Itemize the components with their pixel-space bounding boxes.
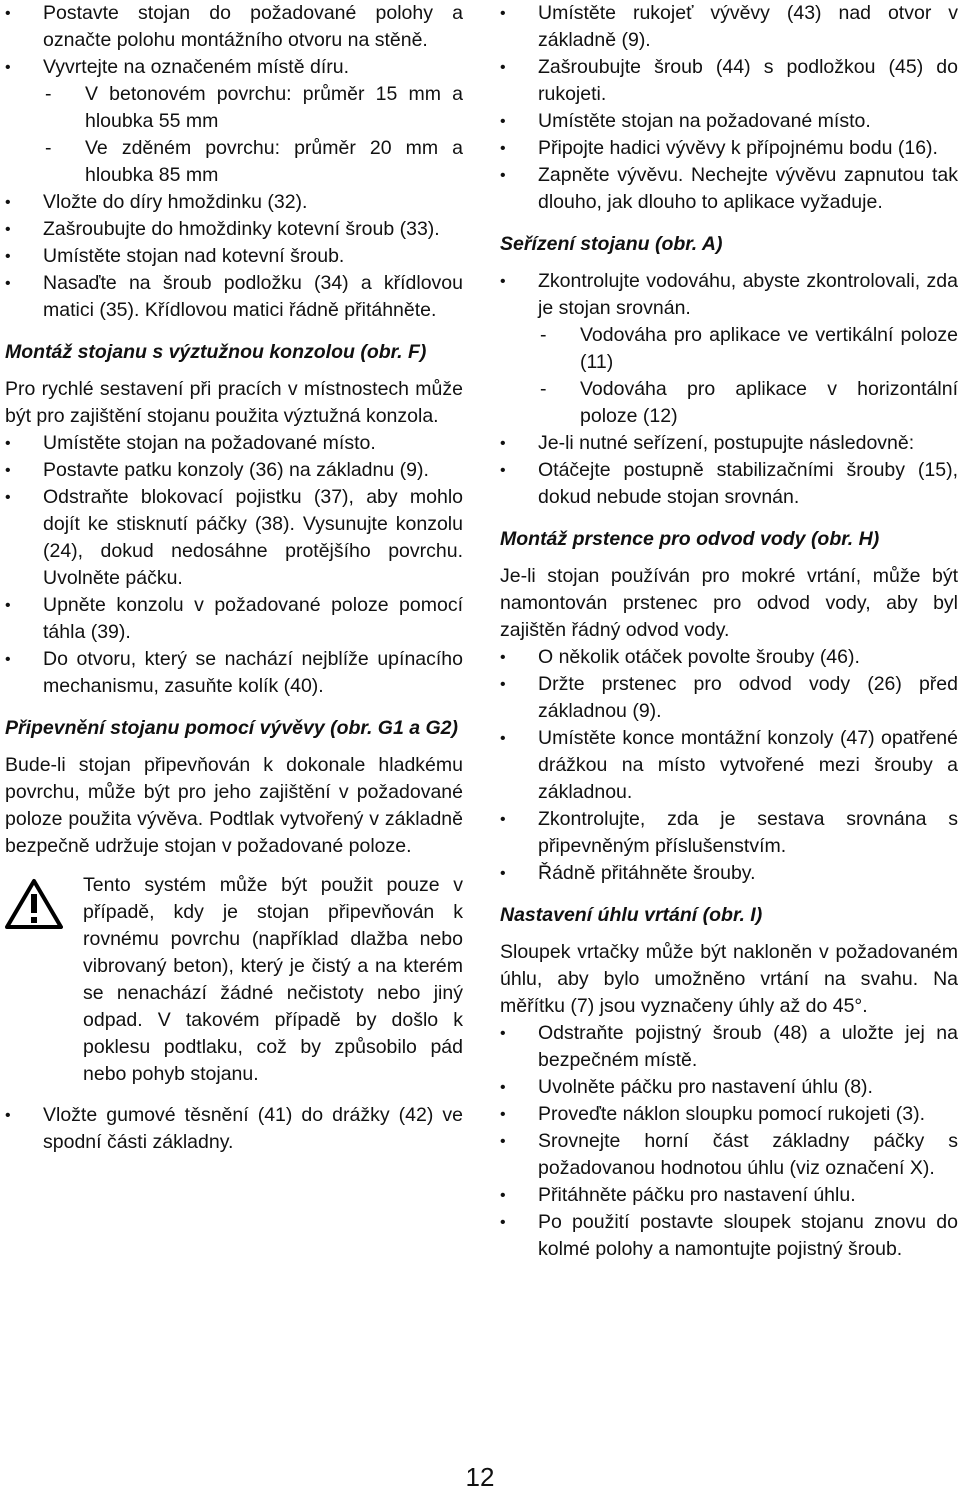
list-item: • Vložte gumové těsnění (41) do drážky (42) ve spodní části základny. <box>5 1102 463 1156</box>
sub-list-item: - Ve zděném povrchu: průměr 20 mm a hloubka 85 mm <box>5 135 463 189</box>
section-heading-angle: Nastavení úhlu vrtání (obr. I) <box>500 904 763 926</box>
page-number: 12 <box>465 1462 495 1492</box>
list-item: • Vložte do díry hmoždinku (32). <box>5 189 463 216</box>
list-item: • Umístěte stojan nad kotevní šroub. <box>5 243 463 270</box>
list-item: • Po použití postavte sloupek stojanu znovu do kolmé polohy a namontujte pojistný šroub. <box>500 1209 958 1263</box>
sub-list-item: - Vodováha pro aplikace v horizontální poloze (12) <box>500 376 958 430</box>
section-heading-vacuum: Připevnění stojanu pomocí vývěvy (obr. G1 a G2) <box>5 717 458 739</box>
list-item: • Umístěte stojan na požadované místo. <box>500 108 958 135</box>
list-item: • Zašroubujte šroub (44) s podložkou (45) do rukojeti. <box>500 54 958 108</box>
sub-list-item: - Vodováha pro aplikace ve vertikální poloze (11) <box>500 322 958 376</box>
list-item: • Do otvoru, který se nachází nejblíže upínacího mechanismu, zasuňte kolík (40). <box>5 646 463 700</box>
list-item: • Umístěte rukojeť vývěvy (43) nad otvor v základně (9). <box>500 0 958 54</box>
list-item: • Odstraňte blokovací pojistku (37), aby mohlo dojít ke stisknutí páčky (38). Vysunujte konzolu (24), dokud nedosáhne protějšího povrchu. Uvolněte páčku. <box>5 484 463 592</box>
list-item: • Umístěte stojan na požadované místo. <box>5 430 463 457</box>
warning-box <box>5 872 463 1088</box>
list-item: • Proveďte náklon sloupku pomocí rukojeti (3). <box>500 1101 958 1128</box>
paragraph-angle: Sloupek vrtačky může být nakloněn v požadovaném úhlu, aby bylo umožněno vrtání na svahu. Na měřítku (7) jsou vyznačeny úhly až do 45°. <box>500 941 958 1017</box>
section-heading-bracket: Montáž stojanu s výztužnou konzolou (obr. F) <box>5 341 427 363</box>
paragraph-vacuum: Bude-li stojan připevňován k dokonale hladkému povrchu, může být pro jeho zajištění v požadované poloze použita vývěva. Podtlak vytvořený v základně bezpečně udržuje stojan v požadované poloze. <box>5 754 463 857</box>
list-item: • Odstraňte pojistný šroub (48) a uložte jej na bezpečném místě. <box>500 1020 958 1074</box>
warning-text: Tento systém může být použit pouze v případě, kdy je stojan připevňován k rovnému povrchu (například dlažba nebo vibrovaný beton), který je čistý a na kterém se nenachází žádné nečistoty nebo jiný odpad. V takovém případě by došlo k poklesu podtlaku, což by způsobilo pád nebo pohyb stojanu. <box>83 874 463 1085</box>
list-item: • Přitáhněte páčku pro nastavení úhlu. <box>500 1182 958 1209</box>
list-item: • Vyvrtejte na označeném místě díru. <box>5 54 463 81</box>
list-item: • Postavte patku konzoly (36) na základnu (9). <box>5 457 463 484</box>
paragraph-ring: Je-li stojan používán pro mokré vrtání, může být namontován prstenec pro odvod vody, aby byl zajištěn řádný odvod vody. <box>500 565 958 641</box>
list-item: • Připojte hadici vývěvy k přípojnému bodu (16). <box>500 135 958 162</box>
sub-list-item: - V betonovém povrchu: průměr 15 mm a hloubka 55 mm <box>5 81 463 135</box>
list-item: • Zašroubujte do hmoždinky kotevní šroub (33). <box>5 216 463 243</box>
list-item: • Uvolněte páčku pro nastavení úhlu (8). <box>500 1074 958 1101</box>
warning-triangle-icon <box>5 878 63 930</box>
list-item: • Zkontrolujte vodováhu, abyste zkontrolovali, zda je stojan srovnán. <box>500 268 958 322</box>
list-item: • O několik otáček povolte šrouby (46). <box>500 644 958 671</box>
list-item: • Držte prstenec pro odvod vody (26) před základnou (9). <box>500 671 958 725</box>
paragraph-bracket: Pro rychlé sestavení při pracích v místnostech může být pro zajištění stojanu použita výztužná konzola. <box>5 378 463 427</box>
list-item: • Řádně přitáhněte šrouby. <box>500 860 958 887</box>
list-item: • Zkontrolujte, zda je sestava srovnána s připevněným příslušenstvím. <box>500 806 958 860</box>
left-column <box>5 0 463 1156</box>
list-item: • Postavte stojan do požadované polohy a označte polohu montážního otvoru na stěně. <box>5 0 463 54</box>
right-column <box>500 0 958 1263</box>
section-heading-adjust: Seřízení stojanu (obr. A) <box>500 233 723 255</box>
list-item: • Nasaďte na šroub podložku (34) a křídlovou matici (35). Křídlovou matici řádně přitáhněte. <box>5 270 463 324</box>
list-item: • Upněte konzolu v požadované poloze pomocí táhla (39). <box>5 592 463 646</box>
list-item: • Srovnejte horní část základny páčky s požadovanou hodnotou úhlu (viz označení X). <box>500 1128 958 1182</box>
list-item: • Zapněte vývěvu. Nechejte vývěvu zapnutou tak dlouho, jak dlouho to aplikace vyžaduje. <box>500 162 958 216</box>
section-heading-ring: Montáž prstence pro odvod vody (obr. H) <box>500 528 880 550</box>
list-item: • Umístěte konce montážní konzoly (47) opatřené drážkou na místo vytvořené mezi šrouby a základnou. <box>500 725 958 806</box>
list-item: • Otáčejte postupně stabilizačními šrouby (15), dokud nebude stojan srovnán. <box>500 457 958 511</box>
list-item: • Je-li nutné seřízení, postupujte následovně: <box>500 430 958 457</box>
